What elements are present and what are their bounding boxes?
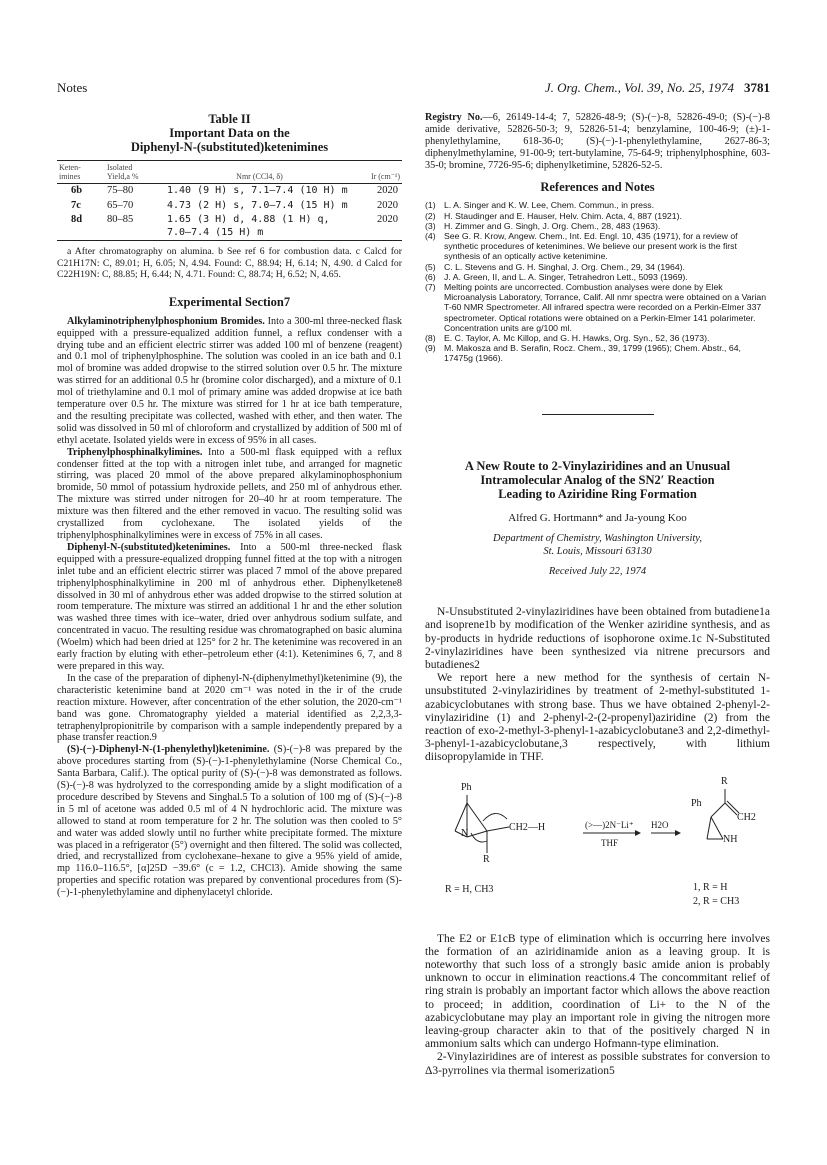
phenyl-label: Ph	[691, 797, 702, 809]
running-head-left: Notes	[57, 80, 88, 95]
experimental-body	[57, 316, 402, 899]
paragraph-text: Into a 500-ml three-necked flask equipped with a pressure-equalized dropping funnel fitted at the top with a nitrogen inlet tube and an efficient electric stirrer was placed 7 mmol of the above prepared triphenylphosphinalkylimine in 200 ml of anhydrous ether. Diphenylketene8 dissolved in 30 ml of anhydrous ether was added dropwise to the stirred solution at room temperature. The mixture was stirred an additional 1 hr and the ether solution was washed three times with ice–water, dried over anhydrous sodium sulfate, and concentrated in vacuo. The resulting residue was chromatographed on basic alumina (Woelm) which had been dried at 125° for 2 hr. The ketenimine was recovered in an early fraction by eluting with ether–petroleum ether (4:1). Ketenimines 6, 7, and 8 were prepared in this way.	[57, 541, 402, 672]
reference-item	[425, 272, 770, 282]
article-body	[425, 606, 770, 1078]
reference-number: (6)	[425, 271, 436, 282]
article-title-line: Intramolecular Analog of the SN2′ Reaction	[480, 472, 715, 487]
reference-number: (1)	[425, 200, 436, 211]
reference-item	[425, 333, 770, 343]
nmr-cell: 1.65 (3 H) d, 4.88 (1 H) q, 7.0–7.4 (15 H) m	[167, 214, 330, 238]
reference-number: (8)	[425, 333, 436, 344]
reference-text: Melting points are uncorrected. Combustion analyses were done by Elek Microanalysis Laboratory, Torrance, Calif. All nmr spectra were obtained on a Varian T-60 NMR Spectrometer. All infrared spectra were recorded on a Perkin-Elmer 337 spectrometer. Optical rotations were obtained on a Perkin-Elmer 141 polarimeter. Concentration units are g/100 ml.	[444, 282, 767, 333]
electron-arrow	[483, 813, 507, 821]
compound-cell: 6b	[71, 185, 83, 196]
table-title-line: Important Data on the	[169, 126, 290, 140]
article-divider	[542, 414, 654, 415]
reference-item	[425, 221, 770, 231]
reference-number: (2)	[425, 210, 436, 221]
reference-item	[425, 282, 770, 333]
ir-cell: 2020	[377, 185, 398, 196]
paragraph	[57, 447, 402, 542]
footnote-text: a After chromatography on alumina. b See ref 6 for combustion data. c Calcd for C21H17N: C, 89.01; H, 6.05; N, 4.94. Found: C, 88.94; H, 6.14; N, 4.90. d Calcd for C22H19N: C, 88.85; H, 6.44; N, 4.71. Found: C, 88.74; H, 6.52; N, 4.65.	[57, 246, 402, 281]
methylene-label: CH2	[737, 811, 756, 823]
yield-cell: 65–70	[107, 199, 134, 211]
affiliation-line: St. Louis, Missouri 63130	[543, 545, 652, 557]
bond-line	[711, 803, 725, 817]
experimental-heading: Experimental Section7	[168, 294, 291, 309]
phenyl-label: Ph	[461, 781, 472, 793]
article-title-line: Leading to Aziridine Ring Formation	[498, 487, 697, 502]
page-header	[57, 80, 770, 96]
nmr-cell: 4.73 (2 H) s, 7.0–7.4 (15 H) m	[167, 199, 348, 211]
reference-item	[425, 262, 770, 272]
nmr-cell: 1.40 (9 H) s, 7.1–7.4 (10 H) m	[167, 185, 348, 196]
methylene-label: CH2—H	[509, 821, 546, 833]
reaction-scheme	[425, 775, 770, 917]
reference-text: See G. R. Krow, Angew. Chem., Int. Ed. Engl. 10, 435 (1971), for a review of synthetic procedures of ketenimines. We believe our present work is the first synthesis of an optically active ketenimine.	[444, 231, 738, 262]
column-header	[57, 161, 105, 184]
reference-item	[425, 200, 770, 210]
compound-cell: 8d	[71, 214, 83, 225]
table-title	[57, 112, 402, 154]
reference-text: C. L. Stevens and G. H. Singhal, J. Org. Chem., 29, 34 (1964).	[444, 261, 685, 272]
paragraph: 2-Vinylaziridines are of interest as possible substrates for conversion to Δ3-pyrrolines via thermal isomerization5	[425, 1051, 770, 1077]
arrow-head	[675, 830, 681, 836]
registry-lead: Registry No.	[425, 112, 483, 123]
r-group-label: R	[483, 853, 490, 865]
article-title	[425, 459, 770, 502]
scheme-caption: 2, R = CH3	[693, 895, 740, 907]
reference-text: L. A. Singer and K. W. Lee, Chem. Commun., in press.	[444, 200, 655, 211]
header-text: Keten- imines	[59, 163, 81, 181]
ketenimine-table	[57, 160, 402, 241]
paragraph-text: Into a 300-ml three-necked flask equipped with a pressure-equalized addition funnel, a reflux condenser with a drying tube and an efficient electric stirrer was added 100 ml of benzene (reagent) and 0.1 mol of triphenylphosphine. The solution was cooled in an ice bath and 0.1 mol of bromine was added dropwise to the stirred solution over 0.5 hr. The mixture was stirred for an additional 0.5 hr (bromine color discharged), and a mixture of 0.1 mol of triethylamine and 0.1 mol of primary amine was added dropwise at ice bath temperature over 0.5 hr. The mixture was stirred for 1 hr at ice bath temperature, and the resulting precipitate was collected, washed with ether, and then water. The solid was dissolved in 50 ml of chloroform and crystallized by addition of 500 ml of ethyl acetate. Isolated yields were in excess of 95% in all cases.	[57, 315, 403, 446]
table-row	[57, 184, 402, 199]
authors: Alfred G. Hortmann* and Ja-young Koo	[508, 512, 687, 525]
bond-line	[467, 831, 487, 837]
affiliation	[425, 533, 770, 558]
paragraph: N-Unsubstituted 2-vinylaziridines have been obtained from butadiene1a and isoprene1b by modification of the Wenker aziridine synthesis, and as by-products in hydride reductions of isophorone oxime.1c N-Substituted 2-vinylaziridines have been synthesized via nitrene precursors and butadienes2	[425, 606, 770, 671]
page-number: 3781	[744, 80, 770, 95]
yield-cell: 80–85	[107, 214, 134, 225]
water-label: H2O	[651, 819, 669, 830]
yield-cell: 75–80	[107, 185, 134, 196]
paragraph-lead: Triphenylphosphinalkylimines.	[67, 446, 203, 458]
running-head-right	[545, 80, 770, 96]
paragraph	[57, 316, 402, 447]
column-header	[354, 161, 402, 184]
bond-line	[467, 803, 487, 831]
reference-number: (4)	[425, 231, 436, 242]
reference-text: H. Staudinger and E. Hauser, Helv. Chim. Acta, 4, 887 (1921).	[444, 210, 682, 221]
paragraph	[57, 673, 402, 744]
paragraph-lead: (S)-(−)-Diphenyl-N-(1-phenylethyl)ketenimine.	[67, 744, 270, 756]
references-heading: References and Notes	[540, 179, 655, 194]
journal-citation: J. Org. Chem., Vol. 39, No. 25, 1974	[544, 80, 734, 95]
paragraph-lead: Alkylaminotriphenylphosphonium Bromides.	[67, 315, 265, 327]
table-row	[57, 199, 402, 214]
reference-number: (9)	[425, 343, 436, 354]
reference-text: H. Zimmer and G. Singh, J. Org. Chem., 28, 483 (1963).	[444, 220, 661, 231]
paragraph: The E2 or E1cB type of elimination which is occurring here involves the formation of an aziridinamide anion as a leaving group. It is noteworthy that such loss of a strongly basic amide anion is probably unknown to occur in elimination reactions.4 The concommitant relief of ring strain is probably an important factor which allows the above reaction to proceed; in addition, coordination of Li+ to the N of the azabicyclobutane may play an important role in giving the nitrogen more leaving-group character akin to that of the positively charged N in ammonium salts which can undergo Hofmann-type elimination.	[425, 932, 770, 1051]
paragraph: We report here a new method for the synthesis of certain N-unsubstituted 2-vinylaziridines by treatment of 2-methyl-substituted 1-azabicyclobutanes with strong base. Thus we have obtained 2-phenyl-2-vinylaziridine (1) and 2-phenyl-2-(2-propenyl)aziridine (2) from the reaction of exo-2-methyl-3-phenyl-1-azabicyclobutane3 and 2,2-dimethyl-3-phenyl-1-azabicyclobutane,3 respectively, with lithium diisopropylamide in THF.	[425, 672, 770, 764]
paragraph	[57, 542, 402, 673]
table-footnotes	[57, 246, 402, 281]
reference-item	[425, 343, 770, 363]
reference-text: E. C. Taylor, A. Mc Killop, and G. H. Hawks, Org. Syn., 52, 36 (1973).	[444, 333, 710, 344]
paragraph-text: Into a 500-ml flask equipped with a reflux condenser fitted at the top with a nitrogen inlet tube, and arranged for magnetic stirring, was placed 20 mmol of the above prepared alkylaminophosphonium bromide, 50 mmol of potassium hydroxide pellets, and 250 ml of anhydrous ether. The mixture was stirred under nitrogen for 20–40 hr at room temperature. The mixture was then filtered and the ether removed in vacuo. The resulting solid was crystallized from cyclohexane. The isolated yields of the triphenylphosphinalkylimines were in excess of 75% in all cases.	[57, 446, 402, 541]
reference-text: J. A. Green, II, and L. A. Singer, Tetrahedron Lett., 5093 (1969).	[444, 271, 688, 282]
bond-line	[487, 827, 509, 831]
arrow-head	[635, 830, 641, 836]
reagent-label: (>—)2N⁻Li⁺	[585, 819, 634, 830]
reference-number: (5)	[425, 261, 436, 272]
registry-text: —6, 26149-14-4; 7, 52826-48-9; (S)-(−)-8, 52826-49-0; (S)-(−)-8 amide derivative, 52826-50-3; 9, 52826-51-4; benzylamine, 100-46-9; (±)-1-phenylethylamine, 618-36-0; (S)-(−)-1-phenylethylamine, 2627-86-3; diphenylmethylamine, 91-00-9; tert-butylamine, 75-64-9; triphenylphosphine, 603-35-0; bromine, 7726-95-6; diphenylketimine, 52826-52-5.	[425, 112, 770, 171]
reference-number: (3)	[425, 220, 436, 231]
affiliation-line: Department of Chemistry, Washington University,	[492, 533, 703, 545]
table-header-row	[57, 161, 402, 184]
ir-cell: 2020	[377, 199, 398, 211]
electron-arrow	[471, 833, 487, 842]
column-header	[165, 161, 354, 184]
right-column	[425, 112, 770, 1078]
solvent-label: THF	[601, 837, 619, 848]
compound-cell: 7c	[71, 199, 81, 211]
article-title-line: A New Route to 2-Vinylaziridines and an Unusual	[464, 458, 731, 473]
reference-text: M. Makosza and B. Serafin, Rocz. Chem., 39, 1799 (1965); Chem. Abstr., 64, 17475g (1966).	[444, 343, 741, 364]
scheme-caption: 1, R = H	[693, 881, 728, 893]
table-title-line: Diphenyl-N-(substituted)ketenimines	[130, 140, 329, 154]
received-date: Received July 22, 1974	[548, 566, 647, 578]
ir-cell: 2020	[377, 214, 398, 225]
registry-numbers	[425, 112, 770, 172]
reference-item	[425, 211, 770, 221]
paragraph-text: (S)-(−)-8 was prepared by the above procedures starting from (S)-(−)-1-phenylethylamine (Norse Chemical Co., Santa Barbara, Calif.). The optical purity of (S)-(−)-8 was demonstrated as follows. (S)-(−)-8 was hydrolyzed to the corresponding amide by a slight modification of a procedure described by Stevens and Singhal.5 To a solution of 100 mg of (S)-(−)-8 in 5 ml of acetone was added 0.5 ml of 4 N hydrochloric acid. The mixture was allowed to stand at room temperature for 2 hr. The solution was then cooled to 5° and water was added slowly until no further white precipitate formed. The mixture was placed in a refrigerator (5°) overnight and then filtered. The solid was collected, dried, and recrystallized from cyclohexane–hexane to give a 95% yield of amide, mp 116.0–116.5°, [α]25D −39.6° (c = 1.2, CHCl3). Amide showing the same properties and specific rotation was prepared by conventional procedures from (S)-(−)-1-phenylethylamine and diphenylacetyl chloride.	[57, 744, 402, 899]
left-column	[57, 112, 402, 899]
bond-line	[707, 817, 711, 839]
paragraph-lead: Diphenyl-N-(substituted)ketenimines.	[67, 541, 231, 553]
nitrogen-label: N	[461, 827, 469, 839]
header-text: Nmr (CCl4, δ)	[236, 172, 283, 181]
nh-label: NH	[723, 833, 738, 845]
reference-list	[425, 200, 770, 363]
reference-number: (7)	[425, 282, 436, 293]
paragraph	[57, 744, 402, 899]
table-row	[57, 213, 402, 241]
column-header	[105, 161, 165, 184]
header-text: Isolated Yield,a %	[107, 163, 139, 181]
header-text: Ir (cm⁻¹)	[370, 172, 400, 181]
scheme-caption: R = H, CH3	[445, 883, 494, 895]
bond-line	[711, 817, 723, 839]
r-group-label: R	[721, 775, 728, 787]
table-title-line: Table II	[208, 112, 251, 126]
paragraph-text: In the case of the preparation of diphenyl-N-(diphenylmethyl)ketenimine (9), the characteristic ketenimine band at 2020 cm⁻¹ was noted in the ir of the crude reaction mixture. However, after concentration of the ether solution, the 2020-cm⁻¹ band was gone. Chromatography yielded a material identified as 2,2,3,3-tetraphenylpropionitrile by comparison with a sample independently prepared by a phase transfer reaction.9	[57, 672, 402, 744]
reference-item	[425, 231, 770, 262]
